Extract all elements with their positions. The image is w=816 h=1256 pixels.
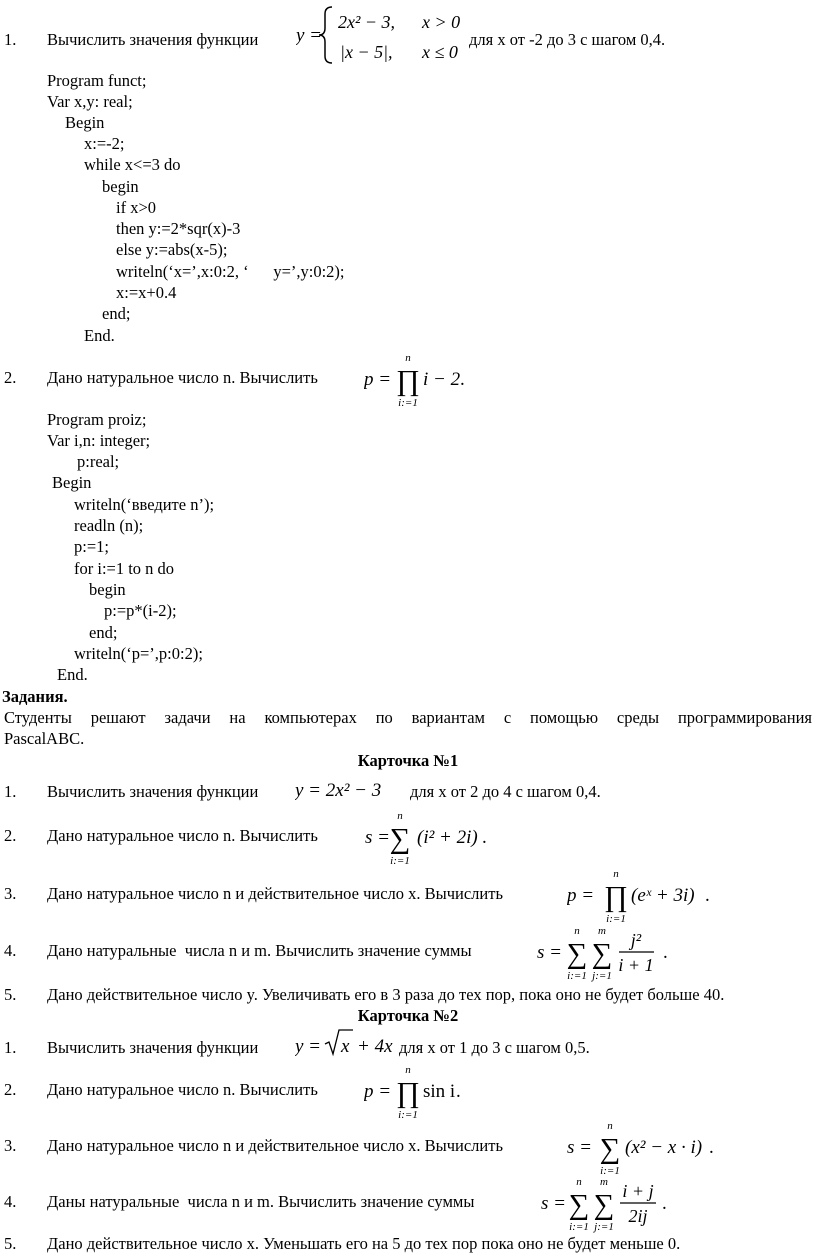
svg-text:i:=1: i:=1 [390,855,410,867]
code1-line: Begin [65,113,105,132]
svg-text:n: n [613,868,619,880]
sum-symbol: ∑ [599,1133,621,1165]
code2-line: for i:=1 to n do [74,559,175,578]
card2-title: Карточка №2 [357,1006,459,1025]
svg-text:.: . [456,1081,461,1102]
card2-item-number: 4. [4,1192,17,1211]
product-symbol: ∏ [396,365,420,397]
task1-case2: |x − 5|, [340,42,393,62]
svg-text:y =: y = [295,1036,322,1057]
svg-text:j:=1: j:=1 [592,970,612,982]
code2-line: writeln(‘введите n’); [74,495,215,514]
code1-line: begin [102,177,139,196]
svg-text:s =: s = [365,827,390,848]
task2-formula-lhs: p = [364,369,392,390]
code1-line: Program funct; [47,71,147,90]
card2-item-after: для x от 1 до 3 с шагом 0,5. [399,1038,590,1057]
svg-text:s =: s = [567,1137,592,1158]
card2-item-number: 3. [4,1136,17,1155]
code2-line: Var i,n: integer; [47,431,151,450]
code2-line: End. [57,665,88,684]
card2-item1-formula [295,1027,397,1059]
task2-product-formula [364,349,474,409]
svg-text:n: n [574,925,580,937]
code1-line: end; [102,304,131,323]
code1-line: while x<=3 do [84,155,181,174]
svg-text:.: . [662,1193,667,1214]
card1-item-number: 5. [4,985,17,1004]
sum-symbol: ∑ [389,823,411,855]
sum-symbol: ∑ [566,938,588,970]
card2-item-text: Даны натуральные числа n и m. Вычислить значение суммы [47,1192,475,1211]
svg-text:s =: s = [541,1193,566,1214]
code2-line: readln (n); [74,516,144,535]
task1-cond2: x ≤ 0 [422,42,458,62]
svg-text:m: m [600,1176,608,1188]
code1-line: x:=-2; [84,134,125,153]
card2-item-text: Дано действительное число x. Уменьшать его на 5 до тех пор пока оно не будет меньше 0. [47,1234,681,1253]
svg-text:n: n [397,810,403,822]
card1-item-number: 1. [4,782,17,801]
card1-title: Карточка №1 [357,751,459,770]
svg-text:i + 1: i + 1 [618,955,654,975]
card1-item-number: 2. [4,826,17,845]
card1-item-number: 3. [4,884,17,903]
task2-lower: i:=1 [398,397,418,409]
svg-text:(eˣ + 3i): (eˣ + 3i) [631,885,695,906]
card1-item-text: Дано натуральные числа n и m. Вычислить значение суммы [47,941,472,960]
code2-line: p:=p*(i-2); [104,601,177,620]
svg-text:i:=1: i:=1 [398,1109,418,1121]
svg-text:p =: p = [364,1081,392,1102]
product-symbol: ∏ [396,1077,420,1109]
svg-text:2ij: 2ij [628,1206,648,1226]
svg-text:i:=1: i:=1 [569,1221,589,1233]
sum-symbol: ∑ [568,1189,590,1221]
code2-line: end; [89,623,118,642]
svg-text:i:=1: i:=1 [567,970,587,982]
svg-text:x: x [341,1036,350,1057]
task1-cond1: x > 0 [422,12,461,32]
task1-piecewise-formula [296,4,466,66]
card2-item2-product-formula [364,1061,474,1121]
card1-item-number: 4. [4,941,17,960]
svg-text:p =: p = [567,885,595,906]
code1-line: if x>0 [116,198,157,217]
svg-text:i + j: i + j [622,1181,654,1201]
svg-text:j:=1: j:=1 [594,1221,614,1233]
code1-line: Var x,y: real; [47,92,133,111]
card1-item-text: Дано натуральное число n. Вычислить [47,826,318,845]
svg-text:n: n [607,1120,613,1132]
task2-end: . [460,369,465,390]
code2-line: writeln(‘p=’,p:0:2); [74,644,203,663]
svg-text:n: n [405,1064,411,1076]
task1-formula-lhs: y = [296,25,323,46]
svg-text:n: n [576,1176,582,1188]
card1-item2-sum-formula [365,807,500,867]
code1-line: else y:=abs(x-5); [116,240,228,259]
code1-line: then y:=2*sqr(x)-3 [116,219,241,238]
code2-line: Begin [52,473,92,492]
task1-number: 1. [4,30,17,49]
card1-item-text: Вычислить значения функции [47,782,259,801]
sum-symbol: ∑ [591,938,613,970]
code2-line: begin [89,580,126,599]
svg-text:j²: j² [630,930,642,950]
card1-item1-formula [295,774,407,802]
svg-text:sin i: sin i [423,1081,456,1102]
card1-item-text: Дано натуральное число n и действительное число x. Вычислить [47,884,503,903]
card2-item4-double-sum-formula [541,1173,681,1233]
code2-line: Program proiz; [47,410,147,429]
svg-text:m: m [598,925,606,937]
card2-item-number: 2. [4,1080,17,1099]
svg-text:+ 4x: + 4x [357,1036,393,1057]
task2-upper: n [405,352,411,364]
task1-brace [319,7,332,63]
card2-item-number: 1. [4,1038,17,1057]
task1-case1: 2x² − 3, [338,12,396,32]
task2-text: Дано натуральное число n. Вычислить [47,368,318,387]
svg-text:s =: s = [537,942,562,963]
task2-body: i − 2 [423,369,461,390]
product-symbol: ∏ [604,881,628,913]
card1-item1-formula-text: y = 2x² − 3 [295,780,382,801]
svg-text:(i² + 2i): (i² + 2i) [417,827,478,848]
intro-line-2: PascalABC. [4,729,85,748]
svg-text:.: . [482,827,487,848]
svg-text:.: . [663,942,668,963]
svg-text:i:=1: i:=1 [600,1165,620,1177]
card2-item-text: Дано натуральное число n. Вычислить [47,1080,318,1099]
task2-number: 2. [4,368,17,387]
card1-item4-double-sum-formula [537,922,677,982]
svg-text:.: . [705,885,710,906]
code1-line: x:=x+0.4 [116,283,177,302]
code1-line: writeln(‘x=’,x:0:2, ‘ y=’,y:0:2); [116,262,345,281]
svg-text:(x² − x · i): (x² − x · i) [625,1137,703,1158]
code2-line: p:real; [77,452,120,471]
intro-line-1: Студенты решают задачи на компьютерах по вариантам с помощью среды программирования [4,708,812,727]
sum-symbol: ∑ [593,1189,615,1221]
card1-item-text: Дано действительное число y. Увеличивать его в 3 раза до тех пор, пока оно не будет больше 40. [47,985,725,1004]
card1-item-after: для x от 2 до 4 с шагом 0,4. [410,782,601,801]
card2-item-text: Вычислить значения функции [47,1038,259,1057]
code2-line: p:=1; [74,537,109,556]
task1-text: Вычислить значения функции [47,30,259,49]
card1-item3-product-formula [567,865,717,925]
tasks-heading: Задания. [2,687,68,706]
card2-item-text: Дано натуральное число n и действительное число x. Вычислить [47,1136,503,1155]
card2-item-number: 5. [4,1234,17,1253]
svg-text:.: . [709,1137,714,1158]
card2-item3-sum-formula [567,1117,727,1177]
svg-text:i:=1: i:=1 [606,913,626,925]
code1-line: End. [84,326,115,345]
task1-after: для x от -2 до 3 с шагом 0,4. [469,30,666,49]
